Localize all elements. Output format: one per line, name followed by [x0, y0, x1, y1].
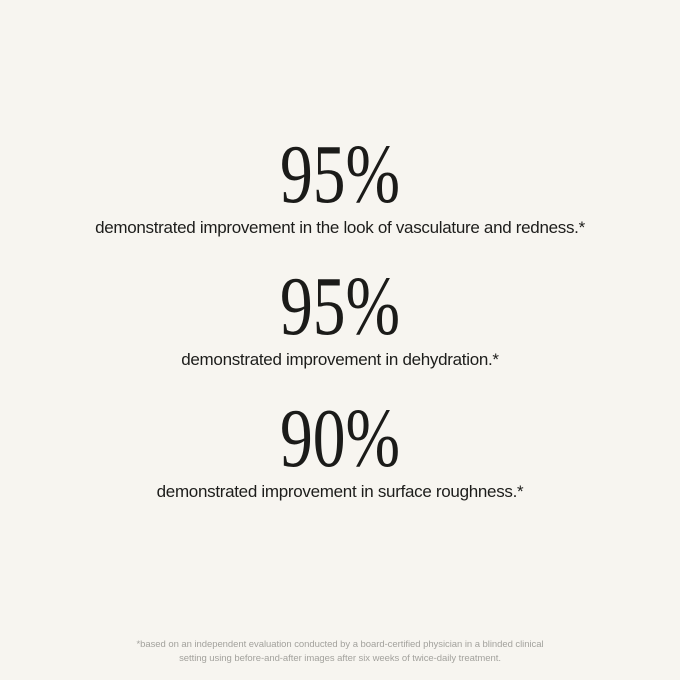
disclaimer-line-1: *based on an independent evaluation conducted by a board-certified physician in a blinded clinical — [136, 639, 544, 651]
stat-block-roughness — [0, 391, 680, 504]
stat-caption-roughness: demonstrated improvement in surface roughness.* — [156, 481, 524, 501]
stat-value-dehydration: 95% — [279, 259, 401, 353]
stat-block-dehydration — [0, 259, 680, 372]
stat-value-roughness: 90% — [279, 391, 401, 485]
disclaimer-footnote — [0, 638, 680, 665]
stat-caption-vasculature: demonstrated improvement in the look of vasculature and redness.* — [95, 218, 585, 237]
stat-caption-dehydration: demonstrated improvement in dehydration.* — [181, 349, 499, 369]
disclaimer-line-2: setting using before-and-after images after six weeks of twice-daily treatment. — [179, 652, 501, 664]
stat-value-vasculature: 95% — [279, 128, 401, 221]
stat-block-vasculature — [0, 128, 680, 240]
